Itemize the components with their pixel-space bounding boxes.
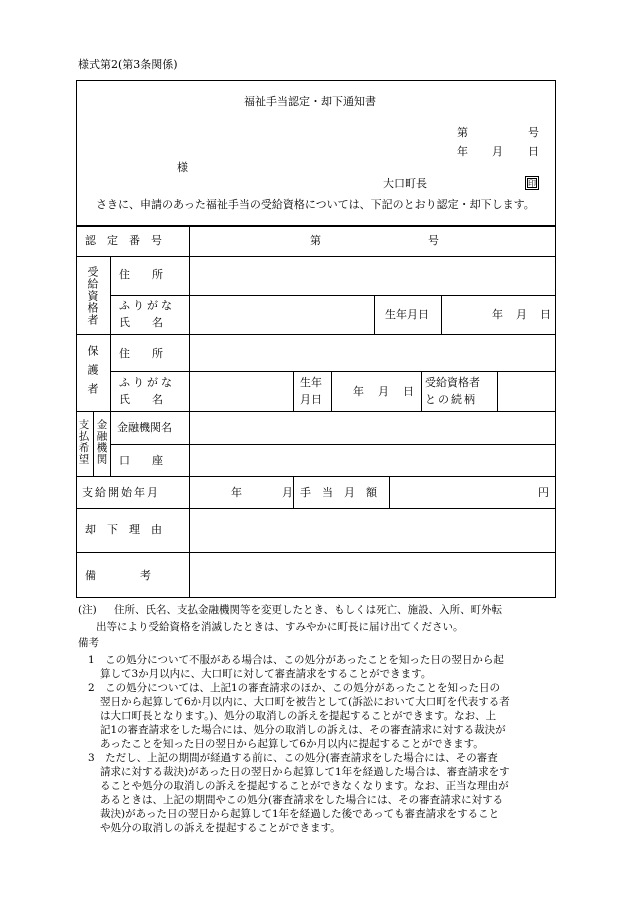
note-line: ることや処分の取消しの訴えを提起することができなくなります。なお、正当な理由が [100,780,509,792]
bank-group-label-1: 支払希望 [77,419,90,465]
start-month: 月 [282,486,293,499]
account-label: 口 座 [119,454,163,467]
cert-no-suffix: 号 [428,234,439,247]
recipient-name-label: 氏 名 [119,316,163,329]
date-year: 年 [457,145,468,158]
start-label: 支給開始年月 [82,486,160,499]
caution-line-1: 住所、氏名、支払金融機関等を変更したとき、もしくは死亡、施設、入所、町外転 [114,604,503,616]
issuer-name: 大口町長 [383,177,427,190]
note-line: 算して3か月以内に、大口町に対して審査請求をすることができます。 [100,668,432,680]
note-line: 2 この処分については、上記1の審査請求のほか、この処分があったことを知った日の [88,682,501,694]
recipient-group-label: 受給資格者 [86,266,99,326]
recipient-furigana-label: ふりがな [119,299,175,312]
document-title: 福祉手当認定・却下通知書 [244,95,376,108]
guardian-furigana-label: ふりがな [119,376,175,389]
seal-mark [525,176,539,190]
guardian-address-label: 住 所 [119,347,163,360]
relation-label-1: 受給資格者 [425,376,480,389]
reject-reason-label: 却 下 理 由 [85,523,162,536]
guardian-birth-day: 日 [403,385,414,398]
cert-no-prefix: 第 [310,234,321,247]
birth-month: 月 [516,308,527,321]
start-year: 年 [231,486,242,499]
relation-label-2: との続柄 [425,393,477,406]
note-line: 1 この処分について不服がある場合は、この処分があったことを知った日の翌日から起 [88,654,504,666]
yen-unit: 円 [538,486,549,499]
main-table [76,226,556,598]
notice-no-prefix: 第 [457,126,468,139]
note-line: は大口町長となります。)、処分の取消しの訴えを提起することができます。なお、上 [100,710,497,722]
birth-year: 年 [492,308,503,321]
note-line: 翌日から起算して6か月以内に、大口町を被告として(訴訟において大口町を代表する者 [100,696,510,708]
caution-prefix: (注) [78,604,97,616]
note-line: 3 ただし、上記の期間が経過する前に、この処分(審査請求をした場合には、その審査 [88,752,498,764]
note-line: 請求に対する裁決)があった日の翌日から起算して1年を経過した場合は、審査請求をす [100,766,510,778]
birth-day: 日 [540,308,551,321]
bikou-title: 備考 [78,637,99,649]
date-day: 日 [528,145,539,158]
note-line: 裁決)があった日の翌日から起算して1年を経過した後であっても審査請求をすること [100,808,500,820]
note-line: あったことを知った日の翌日から起算して6か月以内に提起することができます。 [100,738,484,750]
date-month: 月 [492,145,503,158]
notice-no-suffix: 号 [528,126,539,139]
note-line: 記1の審査請求をした場合には、処分の取消しの訴えは、その審査請求に対する裁決が [100,724,506,736]
guardian-birth-month: 月 [378,385,389,398]
seal-icon: 印 [528,178,536,188]
remarks-label: 備 考 [85,569,151,582]
guardian-birth-label-2: 月日 [300,393,322,406]
guardian-name-label: 氏 名 [119,393,163,406]
note-line: や処分の取消しの訴えを提起することができます。 [100,822,341,834]
bank-name-label: 金融機関名 [117,421,172,434]
guardian-birth-year: 年 [353,385,364,398]
caution-line-2: 出等により受給資格を消滅したときは、すみやかに町長に届け出てください。 [96,621,464,633]
guardian-birth-label-1: 生年 [300,376,322,389]
addressee-suffix: 様 [177,161,188,174]
bank-group-label-2: 金融機関 [95,419,108,465]
monthly-label: 手 当 月 額 [300,486,377,499]
form-label: 様式第2(第3条関係) [78,58,178,71]
birthdate-label: 生年月日 [385,308,429,321]
guardian-group-label: 保護者 [86,345,99,402]
recipient-address-label: 住 所 [119,268,163,281]
intro-text: さきに、申請のあった福祉手当の受給資格については、下記のとおり認定・却下します。 [96,198,535,211]
cert-no-label: 認 定 番 号 [85,234,162,247]
note-line: あるときは、上記の期間やこの処分(審査請求をした場合には、その審査請求に対する [100,794,504,806]
